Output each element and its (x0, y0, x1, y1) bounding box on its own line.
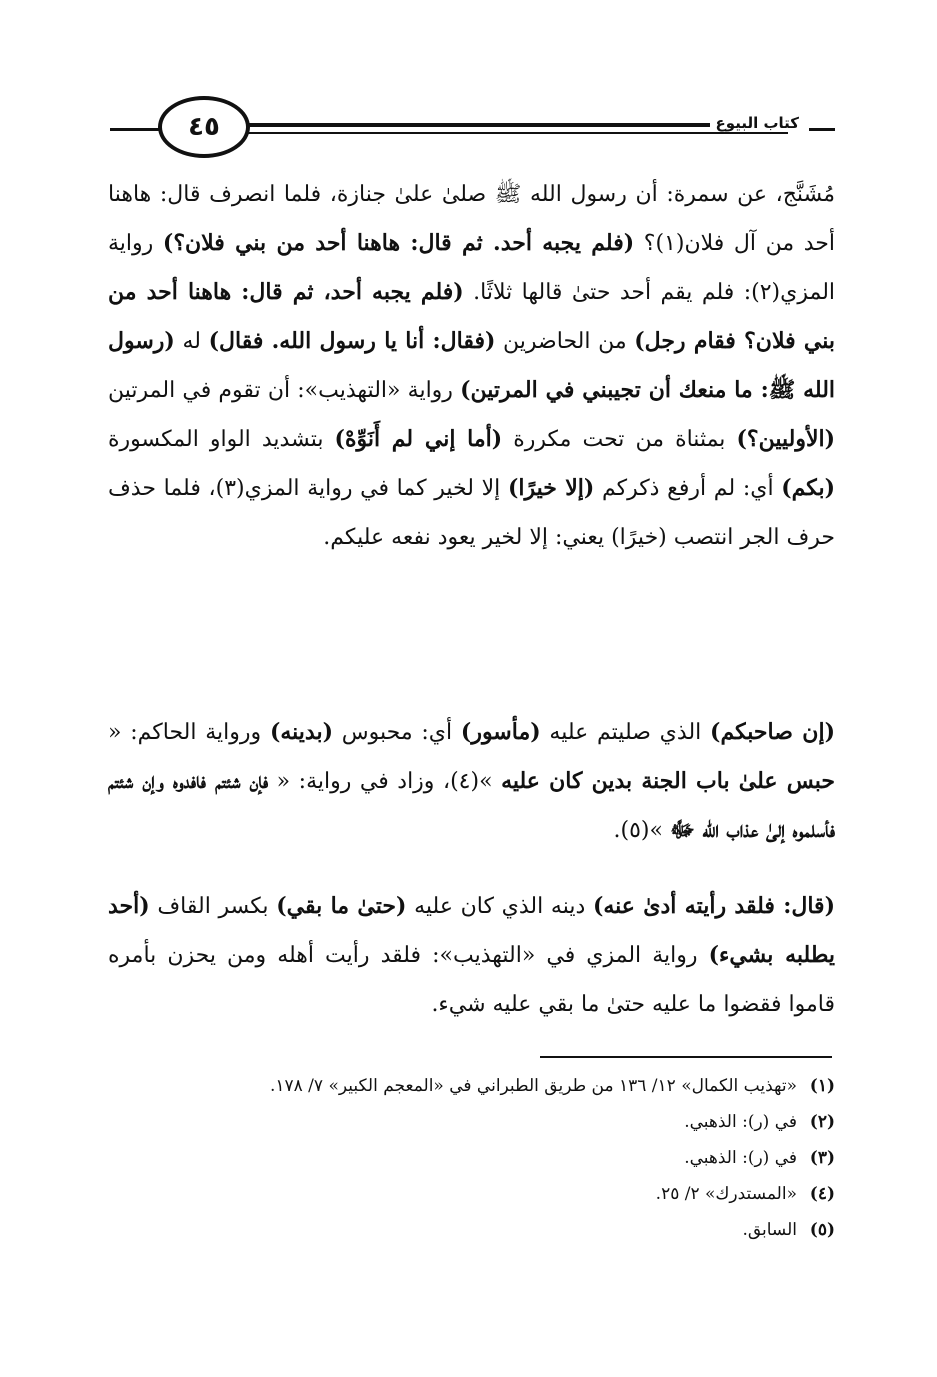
footnote-text: «المستدرك» ٢/ ٢٥. (655, 1184, 797, 1204)
bold-text-run: فإن شئتم فافدوه وإن شئتم فأسلموه إلىٰ عذاب الله ﷻ (108, 768, 835, 843)
text-run: بمثناة من تحت مكررة (502, 427, 737, 452)
bold-text-run: (فلم يجبه أحد، ثم قال: هاهنا أحد من بني فلان؟ فقام رجل) (108, 279, 835, 354)
bold-text-run: (أما إني لم أَنَوِّهْ) (334, 426, 503, 452)
bold-text-run: (الأوليين؟) (736, 426, 836, 452)
footnote-number: (٢) (809, 1112, 835, 1132)
footnote-1 (108, 1068, 835, 1104)
page-header (110, 92, 835, 164)
text-run: من الحاضرين (495, 329, 635, 354)
bold-text-run: (إلا خيرًا) (507, 475, 595, 501)
page-number: ٤٥ (188, 112, 220, 142)
running-title: كتاب البيوع (710, 114, 805, 132)
header-rule-thick (248, 123, 788, 127)
page-number-badge (158, 96, 250, 158)
header-rule-thin (248, 132, 788, 134)
bold-text-run: (أحد يطلبه بشيء) (108, 893, 836, 968)
text-run: رواية «التهذيب»: أن تقوم في المرتين (108, 378, 461, 403)
text-run: ورواية الحاكم: « (108, 720, 270, 745)
bold-text-run: (مأسور) (460, 719, 541, 745)
paragraph-1 (108, 170, 835, 562)
text-run: له (174, 329, 209, 354)
bold-text-run: (بدينه) (269, 719, 333, 745)
footnote-separator (540, 1056, 832, 1058)
bold-text-run: (حتىٰ ما بقي) (276, 893, 407, 919)
footnote-number: (١) (809, 1076, 835, 1096)
text-run: رواية المزي(٢): فلم يقم أحد حتىٰ قالها ثلاثًا. (108, 231, 836, 305)
text-run: »(٤)، وزاد في رواية: « (268, 769, 502, 794)
bold-text-run: (رسول الله ﷺ: ما منعك أن تجيبني في المرتين) (108, 328, 836, 403)
bold-text-run: (فلم يجبه أحد. ثم قال: هاهنا أحد من بني فلان؟) (162, 230, 635, 256)
footnote-3 (108, 1140, 835, 1176)
footnote-5 (108, 1212, 835, 1248)
text-run: مُشَنَّج، عن سمرة: أن رسول الله ﷺ صلىٰ علىٰ جنازة، فلما انصرف قال: هاهنا أحد من آل فلان(١)؟ (108, 182, 835, 256)
footnote-text: «تهذيب الكمال» ١٢/ ١٣٦ من طريق الطبراني في «المعجم الكبير» ٧/ ١٧٨. (269, 1076, 797, 1096)
paragraph-text (108, 882, 835, 1029)
paragraph-2 (108, 708, 835, 855)
footnote-2 (108, 1104, 835, 1140)
text-run: رواية المزي في «التهذيب»: فلقد رأيت أهله ومن يحزن بأمره قاموا فقضوا ما عليه حتىٰ ما بقي عليه شيء. (108, 943, 835, 1017)
text-run: دينه الذي كان عليه (406, 894, 593, 919)
bold-text-run: (بكم) (781, 475, 835, 501)
paragraph-3 (108, 882, 835, 1029)
paragraph-text (108, 170, 835, 562)
text-run: إلا لخير كما في رواية المزي(٣)، فلما حذف حرف الجر انتصب (خيرًا) يعني: إلا لخير يعود نفعه عليكم. (108, 476, 835, 550)
bold-text-run: حبس علىٰ باب الجنة بدين كان عليه (501, 768, 835, 794)
bold-text-run: (قال: فلقد رأيته أدىٰ عنه) (592, 893, 835, 919)
footnote-text: السابق. (742, 1220, 797, 1240)
footnote-number: (٥) (809, 1220, 835, 1240)
footnote-text: في (ر): الذهبي. (684, 1112, 797, 1132)
footnote-4 (108, 1176, 835, 1212)
text-run: أي: محبوس (332, 720, 461, 745)
footnote-text: في (ر): الذهبي. (684, 1148, 797, 1168)
text-run: »(٥). (613, 818, 670, 843)
text-run: بتشديد الواو المكسورة (108, 427, 335, 452)
bold-text-run: (فقال: أنا يا رسول الله. فقال) (208, 328, 496, 354)
bold-text-run: (إن صاحبكم) (710, 719, 835, 745)
footnotes (108, 1068, 835, 1248)
paragraph-text (108, 708, 835, 855)
text-run: الذي صليتم عليه (540, 720, 711, 745)
text-run: بكسر القاف (149, 894, 277, 919)
footnote-number: (٣) (809, 1148, 835, 1168)
header-rule-right (809, 128, 835, 131)
footnote-number: (٤) (809, 1184, 835, 1204)
text-run: أي: لم أرفع ذكركم (594, 476, 782, 501)
